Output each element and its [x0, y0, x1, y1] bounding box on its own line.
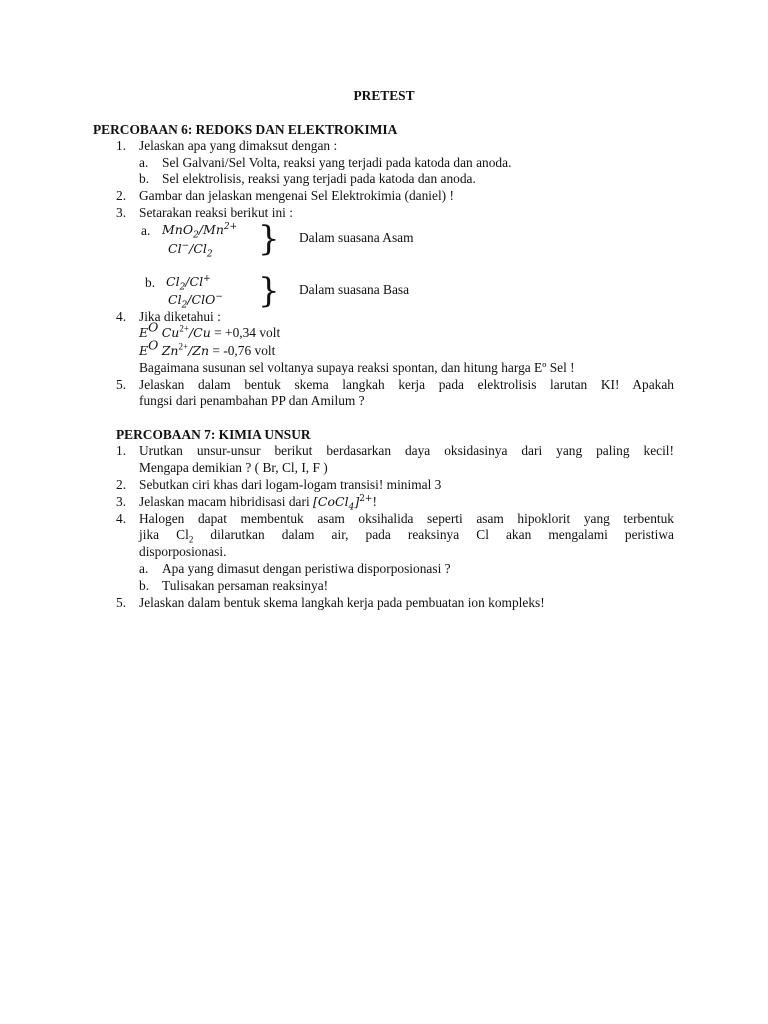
s6-q4-num: 4. [116, 309, 127, 324]
s7-q2-num: 2. [116, 477, 127, 492]
s7-q4-line3: disporposionasi. [139, 544, 227, 559]
s6-q5-line2: fungsi dari penambahan PP dan Amilum ? [139, 393, 365, 408]
s7-q4-line2: jika $Cl_2$ dilarutkan dalam air, pada reaksinya Cl akan mengalami peristiwa [139, 527, 674, 545]
s6-q1a-label: a. [139, 155, 149, 170]
s7-q3-text: Jelaskan macam hibridisasi dari [CoCl$_4$]$^{2+}$! [139, 493, 377, 513]
s6-q2-text: Gambar dan jelaskan mengenai Sel Elektrokimia (daniel) ! [139, 188, 454, 203]
s6-q2-num: 2. [116, 188, 127, 203]
s6-q3b-condition: Dalam suasana Basa [299, 282, 410, 297]
s6-q3-num: 3. [116, 205, 127, 220]
s6-q1-num: 1. [116, 138, 127, 153]
s7-q4a-text: Apa yang dimasut dengan peristiwa disporposionasi ? [162, 561, 451, 576]
s7-q1-line1: Urutkan unsur-unsur berikut berdasarkan daya oksidasinya dari yang paling kecil! [139, 443, 674, 458]
s6-q3b-reaction-2: $Cl_2/ClO^-$ [168, 291, 223, 311]
s7-q5-text: Jelaskan dalam bentuk skema langkah kerja pada pembuatan ion kompleks! [139, 595, 545, 610]
s6-q4-e1: $E^O$ $Cu^{2+}/Cu = +0,34$ volt [139, 319, 281, 340]
s6-q1-text: Jelaskan apa yang dimaksut dengan : [139, 138, 338, 153]
s7-q4a-label: a. [139, 561, 149, 576]
s6-q3b-brace: } [258, 271, 280, 311]
s6-q4-text: Jika diketahui : [139, 309, 221, 324]
s7-q4-line1: Halogen dapat membentuk asam oksihalida seperti asam hipoklorit yang terbentuk [139, 511, 674, 526]
s6-q3a-label: a. [141, 223, 151, 238]
s7-q4-num: 4. [116, 511, 127, 526]
s7-q1-line2: Mengapa demikian ? ( Br, Cl, I, F ) [139, 460, 328, 475]
s6-q1b-label: b. [139, 171, 150, 186]
s6-q5-line1: Jelaskan dalam bentuk skema langkah kerja pada elektrolisis larutan KI! Apakah [139, 377, 674, 392]
s7-q4b-label: b. [139, 578, 150, 593]
s6-q3a-condition: Dalam suasana Asam [299, 230, 414, 245]
section7-heading: PERCOBAAN 7: KIMIA UNSUR [116, 427, 311, 442]
s7-q4b-text: Tulisakan persaman reaksinya! [162, 578, 329, 593]
s7-q1-num: 1. [116, 443, 127, 458]
s7-q2-text: Sebutkan ciri khas dari logam-logam transisi! minimal 3 [139, 477, 442, 492]
section6-heading: PERCOBAAN 6: REDOKS DAN ELEKTROKIMIA [93, 122, 398, 137]
s6-q3b-reaction-1: $Cl_2/Cl^+$ [166, 273, 211, 293]
s6-q3a-reaction-2: $Cl^-/Cl_2$ [168, 240, 213, 260]
s6-q3a-brace: } [258, 219, 280, 259]
s6-q3a-reaction-1: $MnO_2/Mn^{2+}$ [162, 221, 238, 241]
s6-q5-num: 5. [116, 377, 127, 392]
page-title: PRETEST [353, 88, 415, 103]
s6-q1b-text: Sel elektrolisis, reaksi yang terjadi pada katoda dan anoda. [162, 171, 476, 186]
s7-q3-num: 3. [116, 494, 127, 509]
s6-q3-text: Setarakan reaksi berikut ini : [139, 205, 293, 220]
s7-q5-num: 5. [116, 595, 127, 610]
s6-q3b-label: b. [145, 275, 156, 290]
s6-q4-e2: $E^O$ $Zn^{2+}/Zn = -0,76$ volt [139, 337, 276, 358]
s6-q1a-text: Sel Galvani/Sel Volta, reaksi yang terjadi pada katoda dan anoda. [162, 155, 512, 170]
s6-q4-question: Bagaimana susunan sel voltanya supaya reaksi spontan, dan hitung harga Eº Sel ! [139, 360, 575, 375]
